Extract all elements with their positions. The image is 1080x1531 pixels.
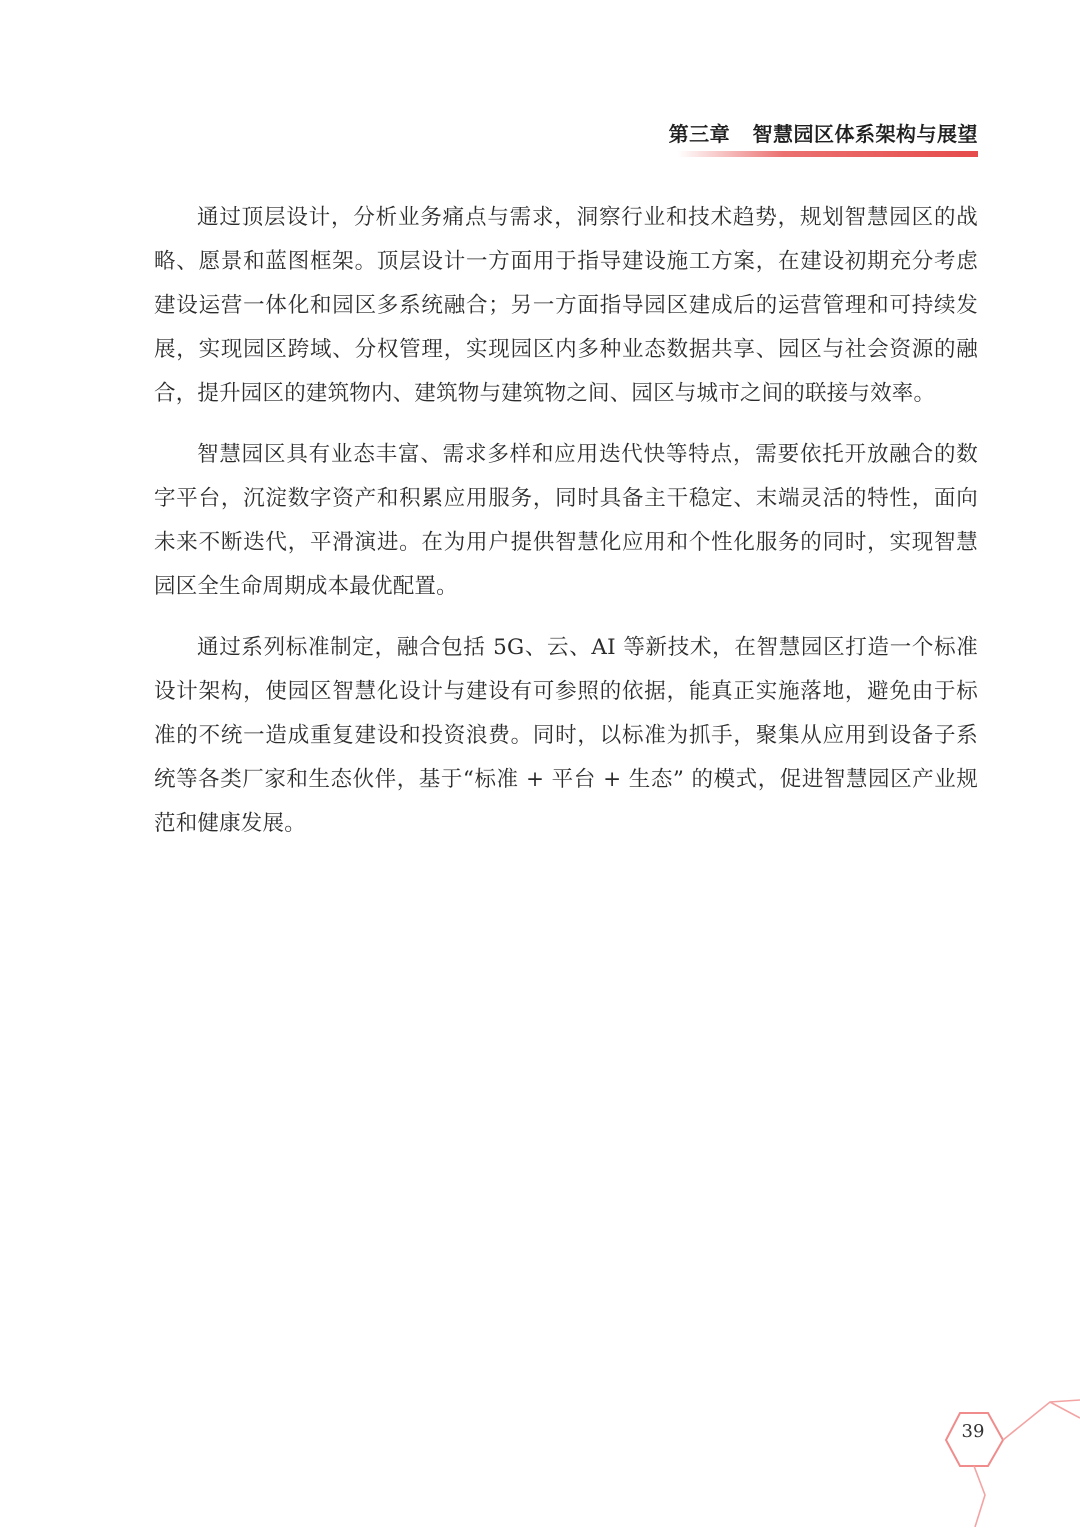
page-number-hexagon [946, 1413, 1003, 1466]
paragraph-3: 通过系列标准制定，融合包括 5G、云、AI 等新技术，在智慧园区打造一个标准设计架构，使园区智慧化设计与建设有可参照的依据，能真正实施落地，避免由于标准的不统一造成重复建设和投资浪费。同时，以标准为抓手，聚集从应用到设备子系统等各类厂家和生态伙伴，基于“标准 + 平台 + 生态” 的模式，促进智慧园区产业规范和健康发展。 [154, 635, 978, 836]
running-header [669, 118, 978, 153]
network-line-lower [974, 1466, 985, 1527]
page-number: 39 [961, 1421, 985, 1442]
network-line-upper [1003, 1400, 1080, 1440]
body-text [154, 196, 978, 863]
paragraph-1: 通过顶层设计，分析业务痛点与需求，洞察行业和技术趋势，规划智慧园区的战略、愿景和蓝图框架。顶层设计一方面用于指导建设施工方案，在建设初期充分考虑建设运营一体化和园区多系统融合；另一方面指导园区建成后的运营管理和可持续发展，实现园区跨域、分权管理，实现园区内多种业态数据共享、园区与社会资源的融合，提升园区的建筑物内、建筑物与建筑物之间、园区与城市之间的联接与效率。 [154, 205, 978, 406]
network-line-branch [1050, 1402, 1080, 1418]
chapter-title: 第三章 智慧园区体系架构与展望 [668, 122, 978, 146]
paragraph-2: 智慧园区具有业态丰富、需求多样和应用迭代快等特点，需要依托开放融合的数字平台，沉淀数字资产和积累应用服务，同时具备主干稳定、末端灵活的特性，面向未来不断迭代，平滑演进。在为用户提供智慧化应用和个性化服务的同时，实现智慧园区全生命周期成本最优配置。 [154, 442, 978, 599]
header-accent-underline [678, 151, 978, 157]
